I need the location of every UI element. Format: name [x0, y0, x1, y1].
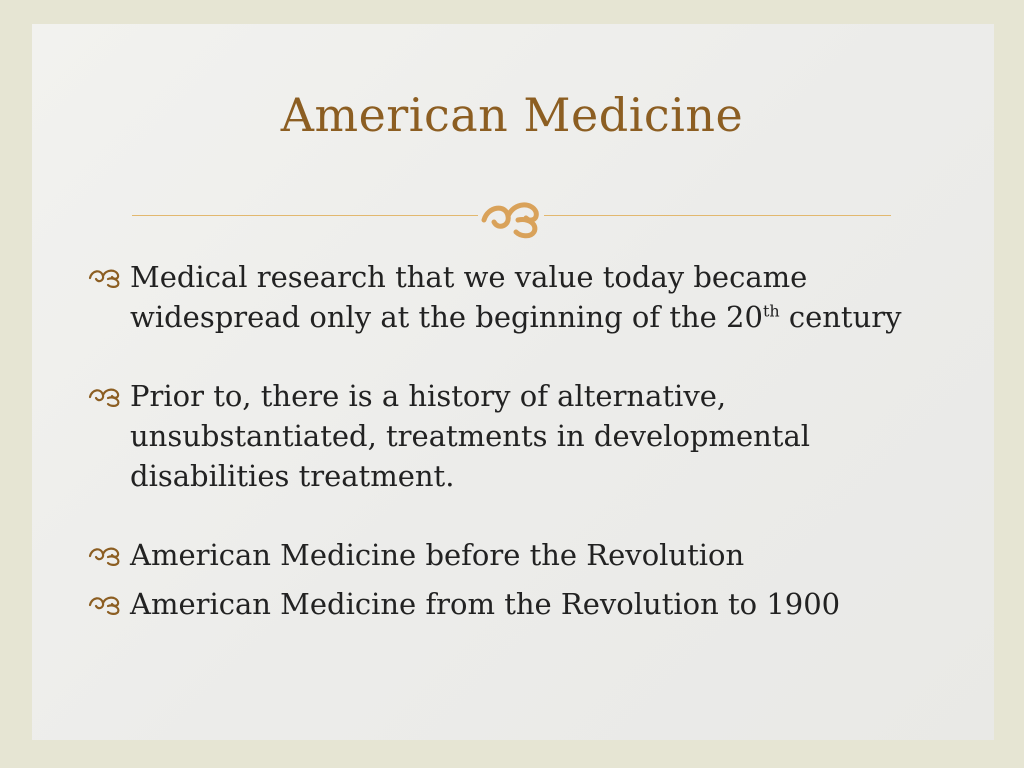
flourish-ornament-icon — [480, 192, 544, 240]
flourish-bullet-icon — [88, 384, 124, 408]
title-divider-right — [544, 215, 891, 216]
bullet-text-1b: century — [779, 300, 902, 334]
bullet-item-4 — [88, 584, 968, 624]
bullet-list — [88, 257, 968, 624]
bullet-text-3: American Medicine before the Revolution — [130, 538, 745, 572]
slide-title: American Medicine — [280, 88, 744, 142]
bullet-text-4: American Medicine from the Revolution to 1900 — [130, 587, 841, 621]
bullet-superscript: th — [762, 301, 780, 321]
bullet-text-1a: Medical research that we value today became widespread only at the beginning of the 20 — [130, 260, 808, 334]
title-divider-left — [132, 215, 478, 216]
flourish-bullet-icon — [88, 265, 124, 289]
bullet-item-3 — [88, 535, 968, 575]
flourish-bullet-icon — [88, 592, 124, 616]
flourish-bullet-icon — [88, 543, 124, 567]
bullet-item-1 — [88, 257, 968, 337]
bullet-item-2 — [88, 376, 968, 496]
bullet-text-2: Prior to, there is a history of alternative, unsubstantiated, treatments in developmental disabilities treatment. — [130, 379, 811, 493]
